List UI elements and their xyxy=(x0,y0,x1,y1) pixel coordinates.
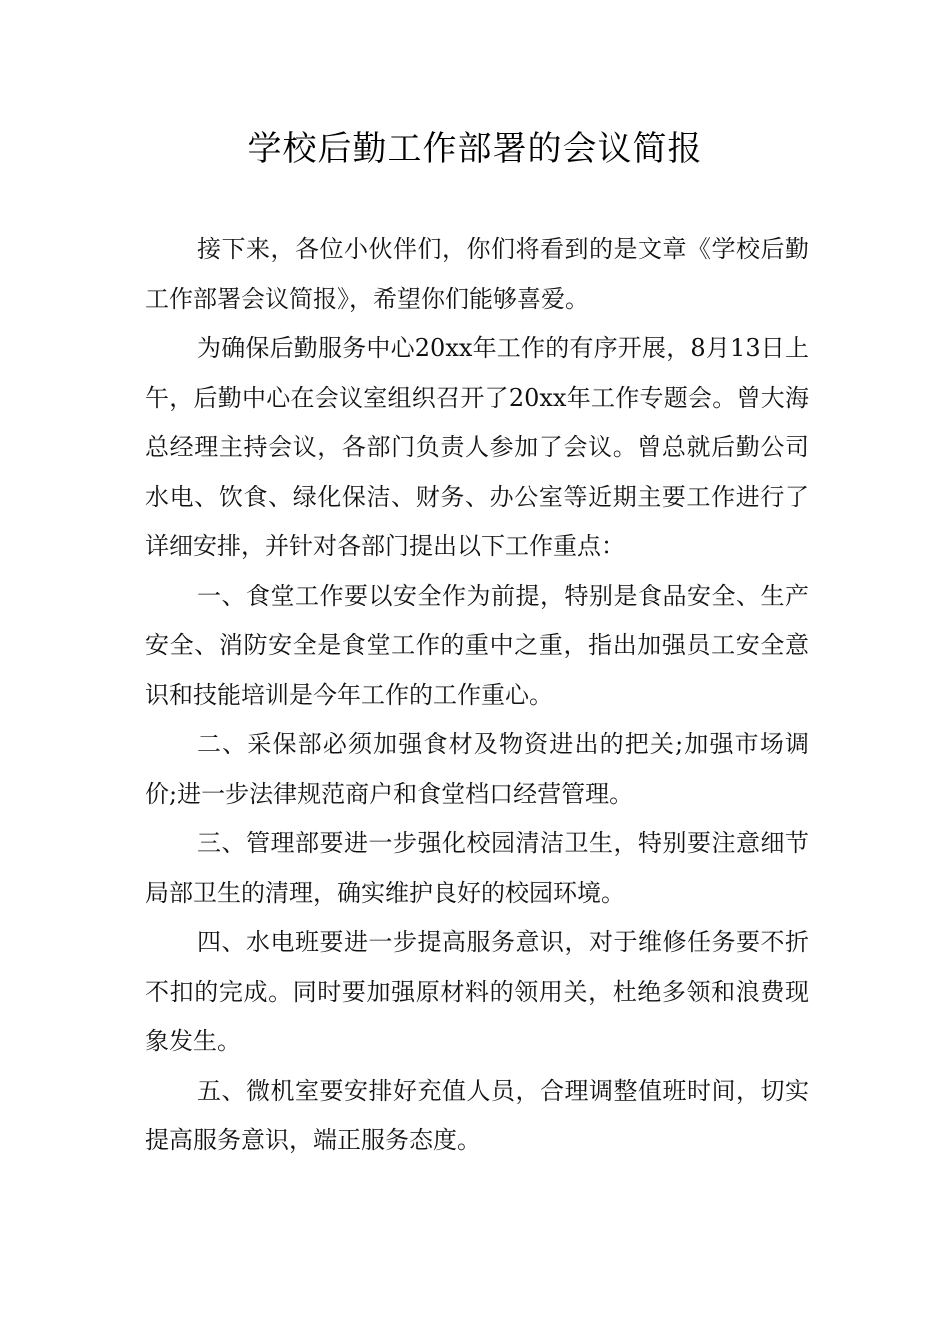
paragraph-point-4: 四、水电班要进一步提高服务意识，对于维修任务要不折不扣的完成。同时要加强原材料的领用关，杜绝多领和浪费现象发生。 xyxy=(145,928,809,1055)
paragraph-point-1: 一、食堂工作要以安全作为前提，特别是食品安全、生产安全、消防安全是食堂工作的重中之重，指出加强员工安全意识和技能培训是今年工作的工作重心。 xyxy=(145,581,809,709)
paragraph-meeting-summary: 为确保后勤服务中心20xx年工作的有序开展，8月13日上午，后勤中心在会议室组织召开了20xx年工作专题会。曾大海总经理主持会议，各部门负责人参加了会议。曾总就后勤公司水电、饮食、绿化保洁、财务、办公室等近期主要工作进行了详细安排，并针对各部门提出以下工作重点： xyxy=(145,334,809,560)
paragraph-point-3: 三、管理部要进一步强化校园清洁卫生，特别要注意细节局部卫生的清理，确实维护良好的校园环境。 xyxy=(145,829,809,907)
paragraph-point-5: 五、微机室要安排好充值人员，合理调整值班时间，切实提高服务意识，端正服务态度。 xyxy=(145,1076,809,1154)
document-body xyxy=(145,225,809,1166)
paragraph-intro: 接下来，各位小伙伴们，你们将看到的是文章《学校后勤工作部署会议简报》，希望你们能够喜爱。 xyxy=(145,235,809,313)
paragraph-point-2: 二、采保部必须加强食材及物资进出的把关;加强市场调价;进一步法律规范商户和食堂档口经营管理。 xyxy=(145,730,809,808)
document-title: 学校后勤工作部署的会议简报 xyxy=(247,129,703,169)
